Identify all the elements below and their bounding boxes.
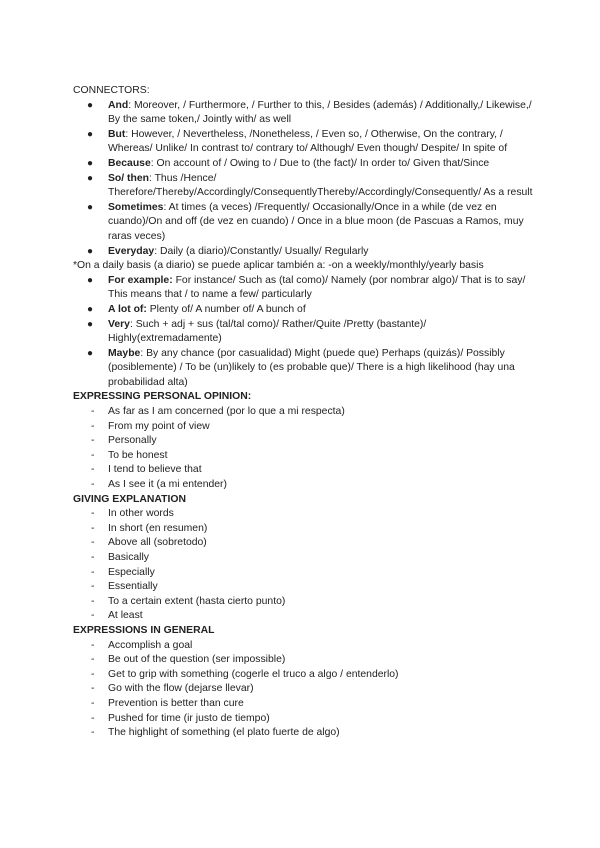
connector-term: Very bbox=[108, 318, 130, 330]
document-page bbox=[73, 84, 533, 741]
bullet-icon: ● bbox=[87, 347, 94, 359]
connector-term: A lot of: bbox=[108, 303, 147, 315]
dash-icon: - bbox=[91, 610, 95, 622]
dash-icon: - bbox=[91, 406, 95, 418]
connector-term: Maybe bbox=[108, 347, 141, 359]
list-item-text: To a certain extent (hasta cierto punto) bbox=[108, 595, 286, 607]
list-item bbox=[73, 536, 533, 551]
list-item-text: Essentially bbox=[108, 581, 158, 593]
list-item bbox=[73, 507, 533, 522]
list-item bbox=[73, 580, 533, 595]
list-item bbox=[73, 522, 533, 537]
bullet-icon: ● bbox=[87, 157, 94, 169]
list-item bbox=[73, 318, 533, 347]
list-item-text: The highlight of something (el plato fuerte de algo) bbox=[108, 727, 340, 739]
connectors-list bbox=[73, 99, 533, 260]
list-item-text: In other words bbox=[108, 508, 174, 520]
daily-basis-note: *On a daily basis (a diario) se puede aplicar también a: -on a weekly/monthly/yearly basis bbox=[73, 260, 484, 272]
connector-term: So/ then bbox=[108, 172, 149, 184]
list-item-text: Above all (sobretodo) bbox=[108, 537, 207, 549]
list-item bbox=[73, 682, 533, 697]
connector-text: : By any chance (por casualidad) Might (puede que) Perhaps (quizás)/ Possibly (posiblemente) / To be (un)likely to (es probable que)/ There is a high likelihood (hay una probabilidad alta) bbox=[108, 347, 515, 388]
list-item-text: Be out of the question (ser impossible) bbox=[108, 654, 286, 666]
bullet-icon: ● bbox=[87, 303, 94, 315]
list-item-text: Pushed for time (ir justo de tiempo) bbox=[108, 712, 270, 724]
dash-icon: - bbox=[91, 420, 95, 432]
connector-text: : At times (a veces) /Frequently/ Occasionally/Once in a while (de vez en cuando)/On and off (de vez en cuando) / Once in a blue moon (de Pascuas a Ramos, muy raras veces) bbox=[108, 201, 524, 242]
dash-icon: - bbox=[91, 522, 95, 534]
dash-icon: - bbox=[91, 639, 95, 651]
list-item bbox=[73, 405, 533, 420]
list-item bbox=[73, 639, 533, 654]
dash-icon: - bbox=[91, 712, 95, 724]
list-item bbox=[73, 99, 533, 128]
explanation-heading: GIVING EXPLANATION bbox=[73, 493, 186, 505]
list-item bbox=[73, 449, 533, 464]
connector-term: And bbox=[108, 99, 129, 111]
connector-term: Because bbox=[108, 157, 151, 169]
explanation-list bbox=[73, 507, 533, 624]
bullet-icon: ● bbox=[87, 245, 94, 257]
bullet-icon: ● bbox=[87, 201, 94, 213]
connector-text: Plenty of/ A number of/ A bunch of bbox=[146, 303, 306, 315]
connector-term: But bbox=[108, 128, 126, 140]
connector-term: For example: bbox=[108, 274, 173, 286]
dash-icon: - bbox=[91, 435, 95, 447]
dash-icon: - bbox=[91, 654, 95, 666]
connector-text: : However, / Nevertheless, /Nonetheless, / Even so, / Otherwise, On the contrary, / Whereas/ Unlike/ In contrast to/ contrary to/ Although/ Even though/ Despite/ In spite of bbox=[108, 128, 508, 155]
dash-icon: - bbox=[91, 479, 95, 491]
list-item-text: As I see it (a mi entender) bbox=[108, 479, 227, 491]
connector-text: : Daily (a diario)/Constantly/ Usually/ Regularly bbox=[154, 245, 369, 257]
bullet-icon: ● bbox=[87, 128, 94, 140]
list-item bbox=[73, 697, 533, 712]
list-item bbox=[73, 712, 533, 727]
list-item-text: Go with the flow (dejarse llevar) bbox=[108, 683, 254, 695]
connector-text: : Moreover, / Furthermore, / Further to this, / Besides (además) / Additionally,/ Likewise,/ By the same token,/ Jointly with/ as well bbox=[108, 99, 532, 126]
list-item bbox=[73, 668, 533, 683]
bullet-icon: ● bbox=[87, 274, 94, 286]
dash-icon: - bbox=[91, 566, 95, 578]
opinion-list bbox=[73, 405, 533, 493]
connector-term: Sometimes bbox=[108, 201, 164, 213]
opinion-heading: EXPRESSING PERSONAL OPINION: bbox=[73, 391, 252, 403]
list-item-text: In short (en resumen) bbox=[108, 522, 208, 534]
dash-icon: - bbox=[91, 727, 95, 739]
list-item bbox=[73, 201, 533, 245]
bullet-icon: ● bbox=[87, 318, 94, 330]
dash-icon: - bbox=[91, 537, 95, 549]
dash-icon: - bbox=[91, 581, 95, 593]
bullet-icon: ● bbox=[87, 99, 94, 111]
connector-term: Everyday bbox=[108, 245, 155, 257]
list-item-text: I tend to believe that bbox=[108, 464, 202, 476]
list-item bbox=[73, 157, 533, 172]
expressions-list bbox=[73, 639, 533, 741]
list-item-text: Especially bbox=[108, 566, 155, 578]
list-item-text: Get to grip with something (cogerle el truco a algo / entenderlo) bbox=[108, 668, 399, 680]
dash-icon: - bbox=[91, 449, 95, 461]
connector-text: : On account of / Owing to / Due to (the fact)/ In order to/ Given that/Since bbox=[150, 157, 490, 169]
dash-icon: - bbox=[91, 595, 95, 607]
list-item bbox=[73, 245, 533, 260]
list-item bbox=[73, 595, 533, 610]
list-item bbox=[73, 566, 533, 581]
list-item bbox=[73, 172, 533, 201]
list-item-text: Prevention is better than cure bbox=[108, 697, 244, 709]
connector-text: : Thus /Hence/ Therefore/Thereby/Accordingly/ConsequentlyThereby/Accordingly/Consequently/ As a result bbox=[108, 172, 533, 199]
list-item bbox=[73, 347, 533, 391]
expressions-heading: EXPRESSIONS IN GENERAL bbox=[73, 624, 215, 636]
dash-icon: - bbox=[91, 464, 95, 476]
connector-text: For instance/ Such as (tal como)/ Namely (por nombrar algo)/ That is to say/ This means that / to name a few/ particularly bbox=[108, 274, 526, 301]
list-item bbox=[73, 434, 533, 449]
list-item-text: Accomplish a goal bbox=[108, 639, 193, 651]
connector-text: : Such + adj + sus (tal/tal como)/ Rather/Quite /Pretty (bastante)/ Highly(extremadamente) bbox=[108, 318, 427, 345]
list-item bbox=[73, 609, 533, 624]
dash-icon: - bbox=[91, 508, 95, 520]
bullet-icon: ● bbox=[87, 172, 94, 184]
dash-icon: - bbox=[91, 668, 95, 680]
dash-icon: - bbox=[91, 552, 95, 563]
list-item-text: Basically bbox=[108, 552, 149, 563]
list-item-text: Personally bbox=[108, 435, 157, 447]
list-item-text: As far as I am concerned (por lo que a mi respecta) bbox=[108, 406, 345, 418]
list-item bbox=[73, 463, 533, 478]
list-item bbox=[73, 478, 533, 493]
list-item bbox=[73, 128, 533, 157]
dash-icon: - bbox=[91, 683, 95, 695]
dash-icon: - bbox=[91, 697, 95, 709]
list-item bbox=[73, 551, 533, 566]
list-item bbox=[73, 274, 533, 303]
list-item-text: To be honest bbox=[108, 449, 168, 461]
list-item bbox=[73, 653, 533, 668]
list-item-text: At least bbox=[108, 610, 143, 622]
list-item bbox=[73, 726, 533, 741]
connectors-list-2 bbox=[73, 274, 533, 391]
list-item-text: From my point of view bbox=[108, 420, 210, 432]
list-item bbox=[73, 420, 533, 435]
list-item bbox=[73, 303, 533, 318]
connectors-heading: CONNECTORS: bbox=[73, 85, 150, 96]
